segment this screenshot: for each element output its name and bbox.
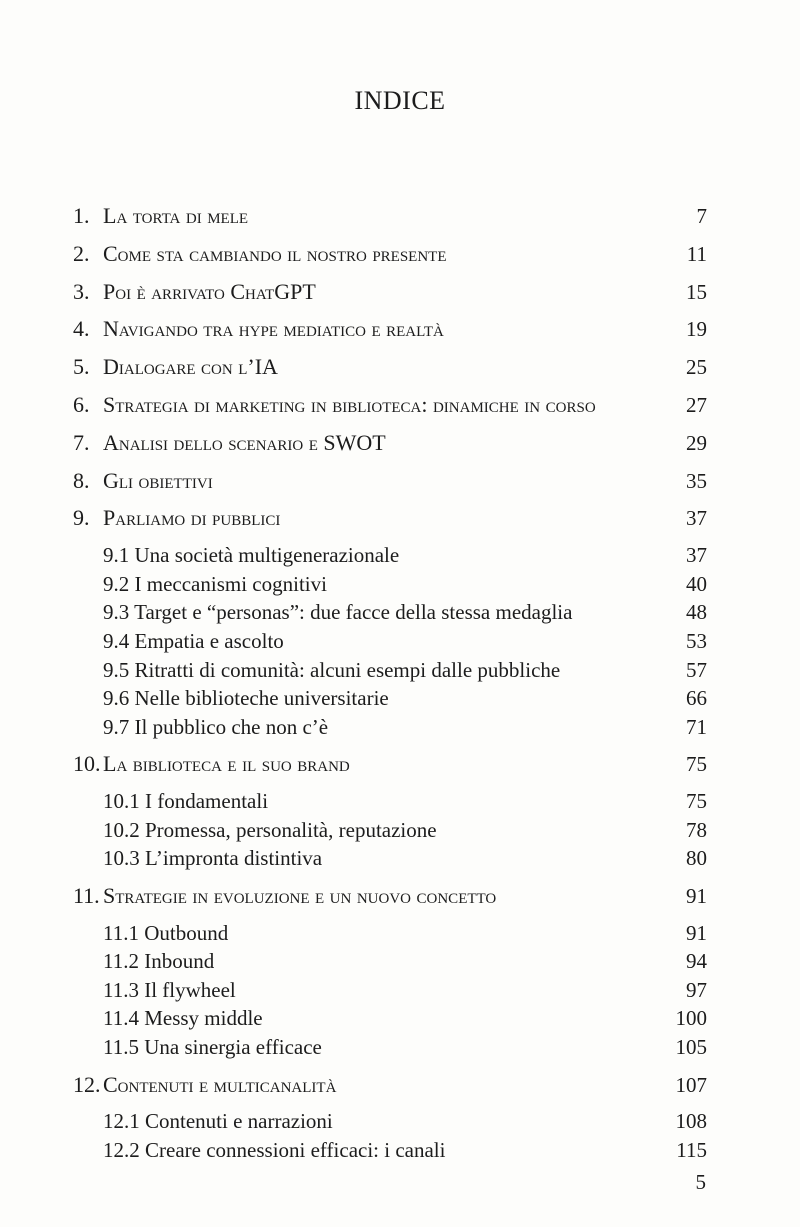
chapter-number: 5. bbox=[73, 354, 90, 380]
section-title: 10.3 L’impronta distintiva bbox=[103, 846, 323, 871]
toc-chapter bbox=[73, 392, 707, 430]
chapter-page-number: 91 bbox=[686, 883, 707, 908]
toc-section-row bbox=[73, 1109, 707, 1138]
toc-section-row bbox=[73, 921, 707, 950]
toc-section-row bbox=[73, 543, 707, 572]
toc-chapter bbox=[73, 241, 707, 279]
section-title: 10.2 Promessa, personalità, reputazione bbox=[103, 817, 437, 842]
toc-chapter bbox=[73, 203, 707, 241]
section-title: 12.2 Creare connessioni efficaci: i canali bbox=[103, 1138, 446, 1163]
chapter-title: Strategie in evoluzione e un nuovo concetto bbox=[103, 882, 497, 908]
chapter-page-number: 7 bbox=[696, 204, 707, 228]
section-title: 11.1 Outbound bbox=[103, 920, 229, 945]
section-title: 9.3 Target e “personas”: due facce della stessa medaglia bbox=[103, 600, 573, 625]
toc-section-row bbox=[73, 978, 707, 1007]
chapter-title: Dialogare con l’IA bbox=[103, 354, 278, 380]
section-page-number: 105 bbox=[675, 1035, 707, 1060]
section-title: 11.5 Una sinergia efficace bbox=[103, 1035, 322, 1060]
section-page-number: 53 bbox=[686, 628, 707, 653]
section-page-number: 91 bbox=[686, 920, 707, 945]
chapter-number: 1. bbox=[73, 203, 90, 228]
chapter-number: 3. bbox=[73, 278, 90, 304]
chapter-page-number: 19 bbox=[686, 317, 707, 342]
section-page-number: 94 bbox=[686, 949, 707, 974]
chapter-title: Poi è arrivato ChatGPT bbox=[103, 278, 316, 304]
section-page-number: 71 bbox=[686, 714, 707, 739]
section-title: 11.2 Inbound bbox=[103, 949, 215, 974]
toc-chapter-row bbox=[73, 468, 707, 506]
toc-section-row bbox=[73, 629, 707, 658]
section-title: 9.7 Il pubblico che non c’è bbox=[103, 714, 329, 739]
section-page-number: 78 bbox=[686, 817, 707, 842]
chapter-number: 4. bbox=[73, 316, 90, 342]
toc-section-row bbox=[73, 1006, 707, 1035]
chapter-number: 8. bbox=[73, 467, 90, 493]
toc-chapter bbox=[73, 1072, 707, 1167]
section-page-number: 57 bbox=[686, 657, 707, 682]
chapter-title: Parliamo di pubblici bbox=[103, 505, 281, 531]
toc-section-row bbox=[73, 686, 707, 715]
chapter-page-number: 11 bbox=[686, 241, 707, 266]
section-page-number: 100 bbox=[675, 1006, 707, 1031]
toc-chapter bbox=[73, 430, 707, 468]
section-page-number: 40 bbox=[686, 571, 707, 596]
toc-section-row bbox=[73, 1035, 707, 1064]
section-title: 9.1 Una società multigenerazionale bbox=[103, 543, 400, 568]
chapter-page-number: 27 bbox=[686, 392, 707, 417]
toc-chapter-row bbox=[73, 279, 707, 317]
toc-section-row bbox=[73, 818, 707, 847]
toc-chapter-row bbox=[73, 751, 707, 789]
toc-section-row bbox=[73, 658, 707, 687]
chapter-page-number: 107 bbox=[675, 1072, 707, 1097]
toc-section-row bbox=[73, 949, 707, 978]
chapter-title: La biblioteca e il suo brand bbox=[103, 751, 350, 777]
toc-section-row bbox=[73, 1138, 707, 1167]
toc-section-row bbox=[73, 600, 707, 629]
chapter-number: 10. bbox=[73, 751, 101, 777]
toc-chapter-row bbox=[73, 392, 707, 430]
section-page-number: 80 bbox=[686, 846, 707, 871]
section-title: 10.1 I fondamentali bbox=[103, 789, 269, 814]
chapter-page-number: 29 bbox=[686, 430, 707, 455]
section-page-number: 108 bbox=[675, 1109, 707, 1134]
toc-chapter bbox=[73, 316, 707, 354]
chapter-page-number: 35 bbox=[686, 468, 707, 493]
section-title: 9.5 Ritratti di comunità: alcuni esempi dalle pubbliche bbox=[103, 657, 561, 682]
chapter-title: Analisi dello scenario e SWOT bbox=[103, 429, 386, 455]
section-page-number: 48 bbox=[686, 600, 707, 625]
toc-section-row bbox=[73, 846, 707, 875]
toc-chapter-row bbox=[73, 316, 707, 354]
chapter-title: La torta di mele bbox=[103, 203, 249, 228]
section-page-number: 37 bbox=[686, 543, 707, 568]
chapter-page-number: 37 bbox=[686, 506, 707, 531]
toc-chapter-row bbox=[73, 241, 707, 279]
toc-chapter-row bbox=[73, 1072, 707, 1110]
section-title: 9.6 Nelle biblioteche universitarie bbox=[103, 686, 389, 711]
toc-section-row bbox=[73, 572, 707, 601]
toc-chapter bbox=[73, 468, 707, 506]
toc-chapter bbox=[73, 279, 707, 317]
page-title: INDICE bbox=[354, 86, 446, 115]
table-of-contents bbox=[73, 203, 707, 1167]
section-title: 9.4 Empatia e ascolto bbox=[103, 628, 284, 653]
toc-chapter-row bbox=[73, 883, 707, 921]
toc-chapter-row bbox=[73, 354, 707, 392]
chapter-number: 6. bbox=[73, 391, 90, 417]
toc-chapter-row bbox=[73, 203, 707, 241]
toc-chapter bbox=[73, 751, 707, 875]
chapter-number: 9. bbox=[73, 505, 90, 531]
chapter-page-number: 15 bbox=[686, 279, 707, 304]
toc-chapter bbox=[73, 883, 707, 1064]
chapter-title: Come sta cambiando il nostro presente bbox=[103, 240, 447, 266]
section-page-number: 115 bbox=[676, 1138, 707, 1163]
chapter-title: Contenuti e multicanalità bbox=[103, 1071, 337, 1097]
section-title: 9.2 I meccanismi cognitivi bbox=[103, 571, 327, 596]
chapter-page-number: 25 bbox=[686, 355, 707, 380]
chapter-title: Strategia di marketing in biblioteca: dinamiche in corso bbox=[103, 391, 596, 417]
toc-chapter bbox=[73, 354, 707, 392]
chapter-title: Navigando tra hype mediatico e realtà bbox=[103, 316, 444, 342]
toc-chapter-row bbox=[73, 430, 707, 468]
chapter-number: 12. bbox=[73, 1071, 101, 1097]
section-title: 11.4 Messy middle bbox=[103, 1006, 263, 1031]
chapter-page-number: 75 bbox=[686, 752, 707, 777]
toc-chapter-row bbox=[73, 505, 707, 543]
section-title: 11.3 Il flywheel bbox=[103, 977, 236, 1002]
section-page-number: 97 bbox=[686, 977, 707, 1002]
section-title: 12.1 Contenuti e narrazioni bbox=[103, 1109, 333, 1134]
chapter-number: 2. bbox=[73, 240, 90, 266]
section-page-number: 66 bbox=[686, 686, 707, 711]
page-number: 5 bbox=[695, 1170, 706, 1194]
toc-section-row bbox=[73, 789, 707, 818]
chapter-title: Gli obiettivi bbox=[103, 467, 213, 493]
section-page-number: 75 bbox=[686, 789, 707, 814]
toc-chapter bbox=[73, 505, 707, 743]
chapter-number: 11. bbox=[73, 882, 100, 908]
toc-section-row bbox=[73, 715, 707, 744]
chapter-number: 7. bbox=[73, 429, 90, 455]
